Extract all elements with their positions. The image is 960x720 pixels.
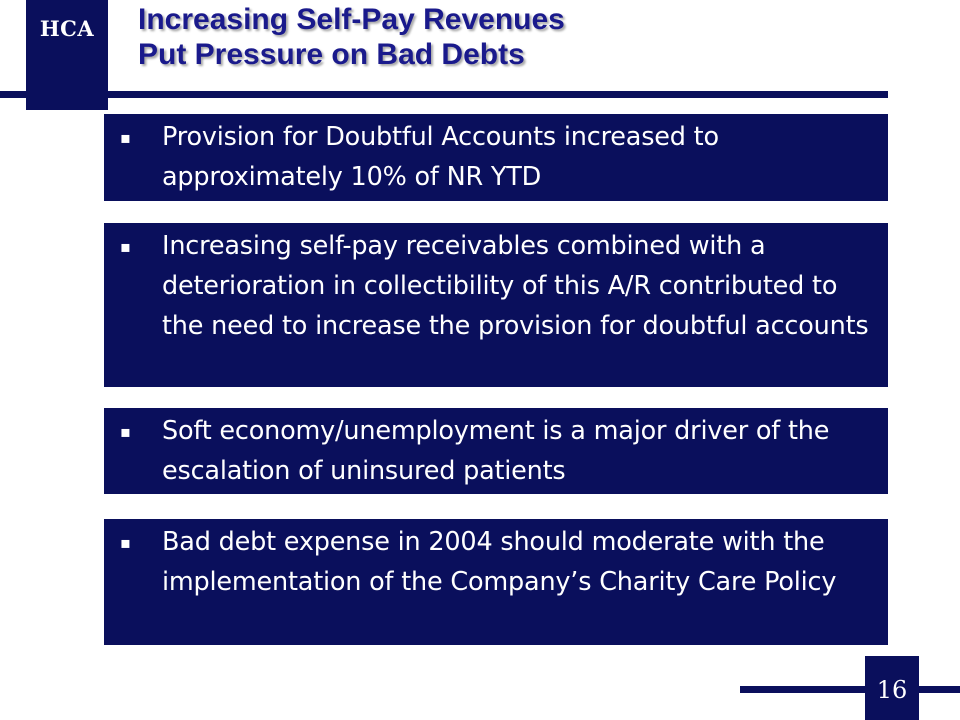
page-title <box>138 2 565 72</box>
bullet-text-1: Provision for Doubtful Accounts increased to approximately 10% of NR YTD <box>162 122 719 192</box>
company-logo: HCA <box>39 16 95 41</box>
bullet-box-3 <box>104 408 888 494</box>
bullet-text-2: Increasing self-pay receivables combined with a deterioration in collectibility of this A/R contributed to the need to increase the provision for doubtful accounts <box>162 231 869 341</box>
header-divider <box>0 91 888 98</box>
title-line-1: Increasing Self-Pay Revenues <box>138 3 565 36</box>
page-number-block <box>865 656 919 720</box>
title-line-2: Put Pressure on Bad Debts <box>138 38 525 71</box>
bullet-box-4 <box>104 519 888 645</box>
footer-divider <box>740 686 960 693</box>
bullet-box-1 <box>104 114 888 201</box>
page-number: 16 <box>876 676 908 704</box>
bullet-square-icon: ▪ <box>120 533 131 552</box>
bullet-text-4: Bad debt expense in 2004 should moderate with the implementation of the Company’s Charity Care Policy <box>162 527 837 597</box>
bullet-square-icon: ▪ <box>120 237 131 256</box>
bullet-box-2 <box>104 223 888 387</box>
bullet-text-3: Soft economy/unemployment is a major driver of the escalation of uninsured patients <box>162 416 830 486</box>
bullet-square-icon: ▪ <box>120 422 131 441</box>
bullet-square-icon: ▪ <box>120 128 131 147</box>
